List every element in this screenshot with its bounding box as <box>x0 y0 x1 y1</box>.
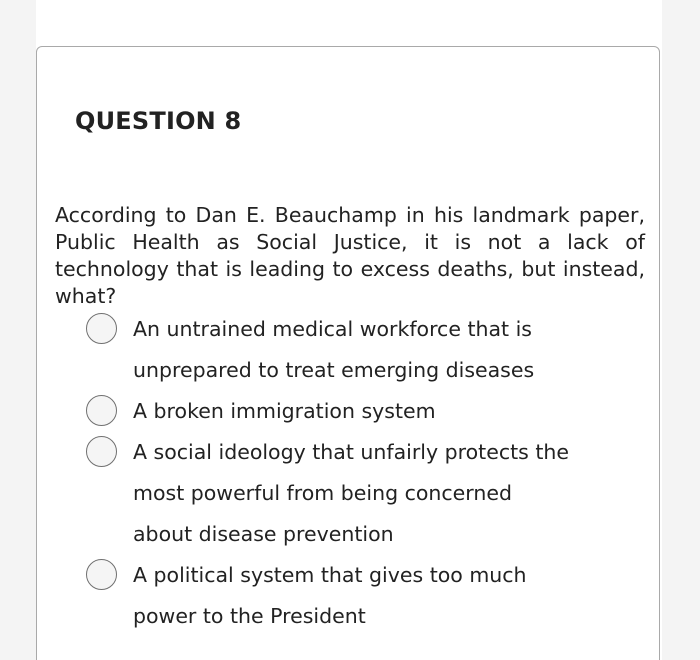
question-text: According to Dan E. Beauchamp in his landmark paper, Public Health as Social Justice, it is not a lack of technology that is leading to excess deaths, but instead, what? <box>55 203 645 308</box>
question-title: QUESTION 8 <box>75 107 242 135</box>
radio-button-icon[interactable] <box>86 395 117 426</box>
answer-option-2[interactable] <box>37 391 657 432</box>
answer-option-label[interactable]: A broken immigration system <box>133 399 436 423</box>
answer-option-label[interactable]: An untrained medical workforce that is unprepared to treat emerging diseases <box>133 317 535 382</box>
answer-option-1[interactable] <box>37 309 657 391</box>
radio-button-icon[interactable] <box>86 313 117 344</box>
answer-options <box>37 309 657 637</box>
right-background-strip <box>662 0 700 660</box>
answer-option-3[interactable] <box>37 432 657 555</box>
answer-option-4[interactable] <box>37 555 657 637</box>
radio-button-icon[interactable] <box>86 559 117 590</box>
radio-button-icon[interactable] <box>86 436 117 467</box>
answer-option-label[interactable]: A political system that gives too much power to the President <box>133 563 527 628</box>
question-card <box>36 46 660 660</box>
answer-option-label[interactable]: A social ideology that unfairly protects the most powerful from being concerned about disease prevention <box>133 440 569 546</box>
left-background-strip <box>0 0 36 660</box>
